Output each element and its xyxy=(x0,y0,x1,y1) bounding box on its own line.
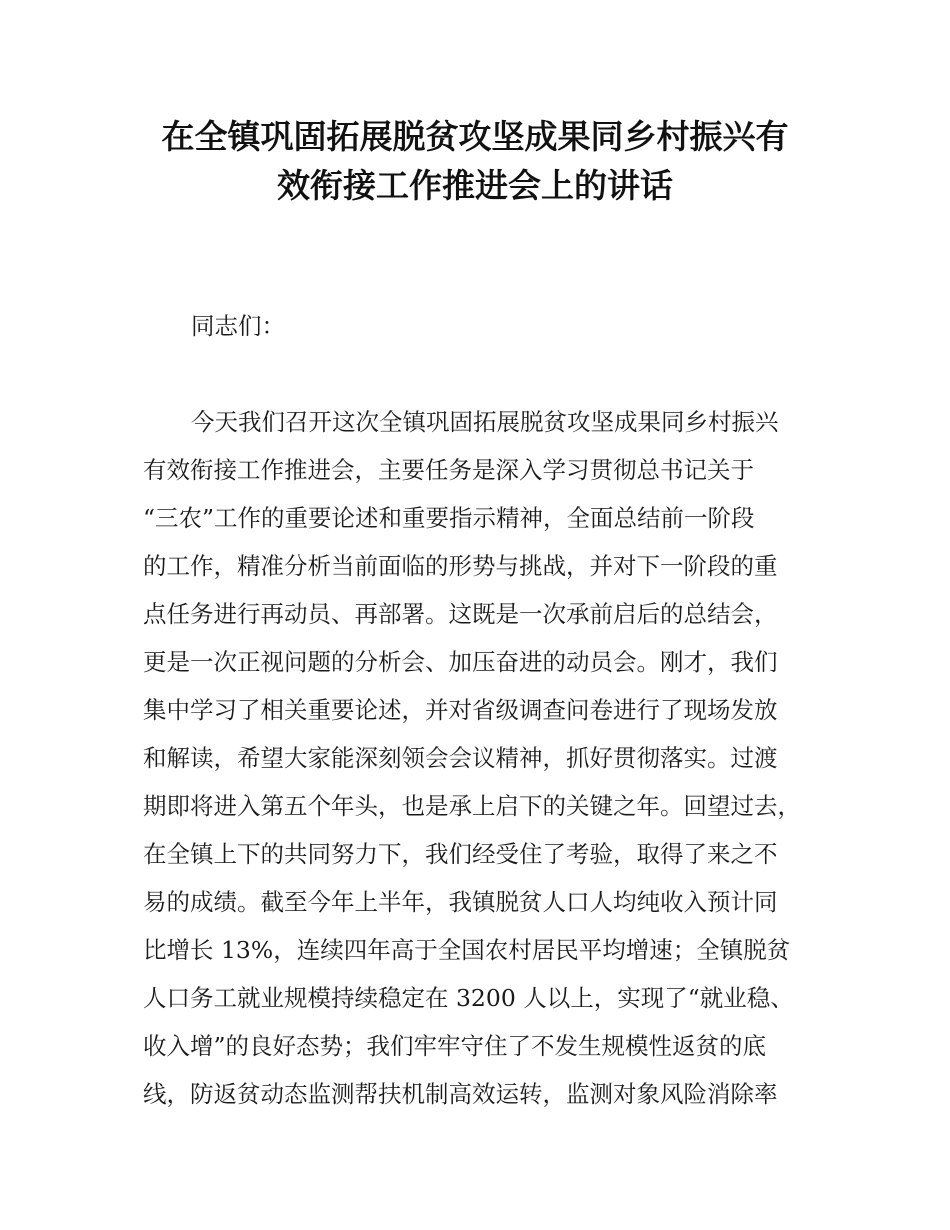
paragraph-line: 更是一次正视问题的分析会、加压奋进的动员会。刚才，我们 xyxy=(143,648,778,676)
paragraph-1 xyxy=(143,398,823,1118)
paragraph-line: 的工作，精准分析当前面临的形势与挑战，并对下一阶段的重 xyxy=(143,552,778,580)
title-line-2: 效衔接工作推进会上的讲话 xyxy=(277,166,673,205)
paragraph-line: 期即将进入第五个年头，也是承上启下的关键之年。回望过去， xyxy=(143,792,801,820)
title-line-1: 在全镇巩固拓展脱贫攻坚成果同乡村振兴有 xyxy=(161,117,789,156)
paragraph-line: 在全镇上下的共同努力下，我们经受住了考验，取得了来之不 xyxy=(143,840,778,868)
paragraph-line: 收入增”的良好态势；我们牢牢守住了不发生规模性返贫的底 xyxy=(143,1032,767,1060)
paragraph-line: 人口务工就业规模持续稳定在 3200 人以上，实现了“就业稳、 xyxy=(143,984,794,1012)
document-body xyxy=(143,302,823,1118)
paragraph-line: 易的成绩。截至今年上半年，我镇脱贫人口人均纯收入预计同 xyxy=(143,888,778,916)
paragraph-line: 点任务进行再动员、再部署。这既是一次承前启后的总结会， xyxy=(143,600,778,628)
paragraph-line: 和解读，希望大家能深刻领会会议精神，抓好贯彻落实。过渡 xyxy=(143,744,778,772)
paragraph-line: 有效衔接工作推进会，主要任务是深入学习贯彻总书记关于 xyxy=(143,456,754,484)
greeting: 同志们： xyxy=(191,312,285,340)
paragraph-line: 比增长 13%，连续四年高于全国农村居民平均增速；全镇脱贫 xyxy=(143,936,791,964)
paragraph-line: 今天我们召开这次全镇巩固拓展脱贫攻坚成果同乡村振兴 xyxy=(191,408,779,436)
paragraph-line: 集中学习了相关重要论述，并对省级调查问卷进行了现场发放 xyxy=(143,696,778,724)
document-title xyxy=(0,112,950,210)
paragraph-line: 线，防返贫动态监测帮扶机制高效运转，监测对象风险消除率 xyxy=(143,1080,778,1108)
paragraph-line: “三农”工作的重要论述和重要指示精神，全面总结前一阶段 xyxy=(143,504,755,532)
